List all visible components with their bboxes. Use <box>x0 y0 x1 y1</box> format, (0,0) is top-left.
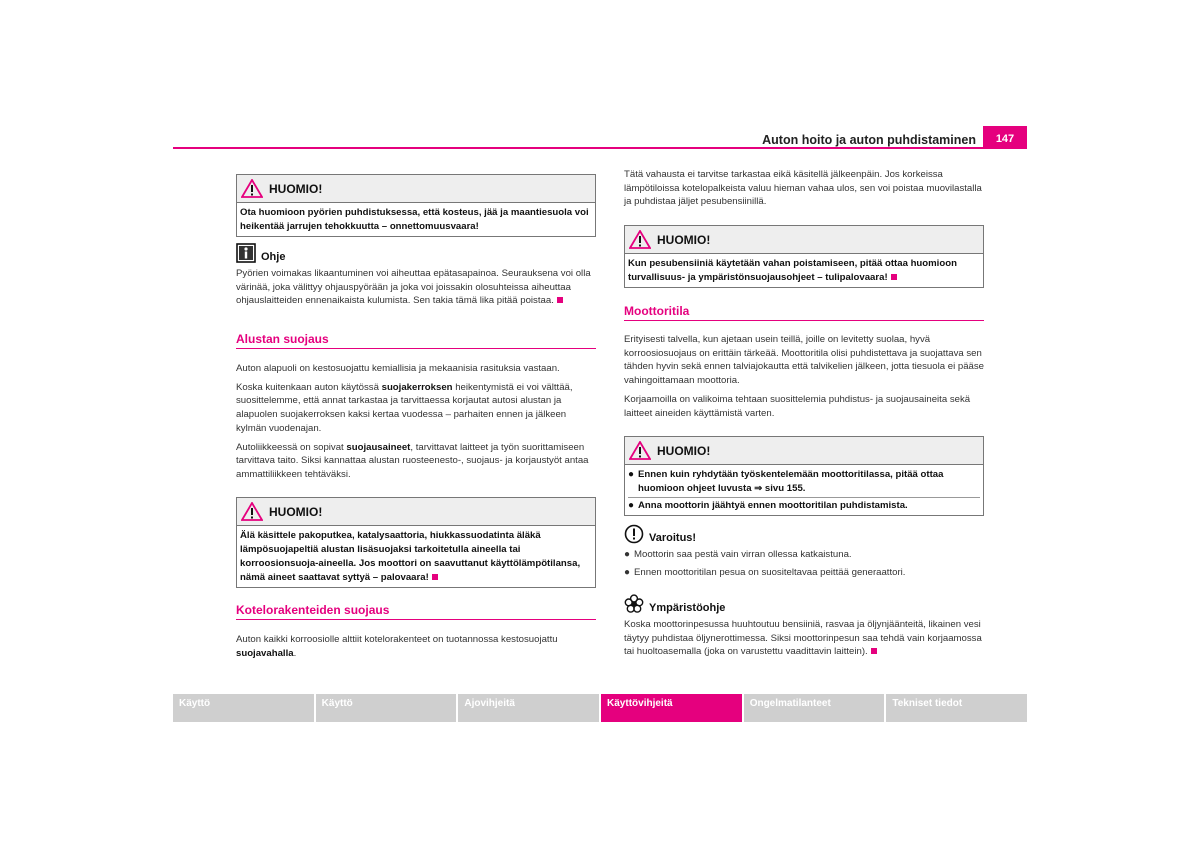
page-reference-link[interactable]: ⇒ sivu 155 <box>754 483 803 494</box>
bullet-icon: ● <box>624 566 631 578</box>
section-title-underbody: Alustan suojaus <box>236 332 596 349</box>
caution-title: Varoitus! <box>649 532 697 544</box>
end-marker <box>432 574 438 580</box>
nav-tab-tekniset-tiedot[interactable]: Tekniset tiedot <box>886 694 1027 722</box>
warning-triangle-icon <box>241 179 263 198</box>
warning-bullet: ● Anna moottorin jäähtyä ennen moottoritilan puhdistamista. <box>628 500 908 511</box>
chapter-nav <box>173 694 1027 722</box>
warning-header <box>237 498 595 526</box>
warning-title: HUOMIO! <box>657 232 711 247</box>
caution-header <box>624 524 696 544</box>
bullet-icon: ● <box>624 549 631 560</box>
warning-header <box>237 175 595 203</box>
warning-triangle-icon <box>629 441 651 460</box>
header-divider <box>173 147 1026 149</box>
section-title-cavities: Kotelorakenteiden suojaus <box>236 603 596 620</box>
warning-title: HUOMIO! <box>269 504 323 519</box>
flower-icon <box>624 594 644 614</box>
page-number: 147 <box>983 126 1027 149</box>
end-marker <box>891 274 897 280</box>
warning-header <box>625 437 983 465</box>
paragraph: Autoliikkeessä on sopivat suojausaineet, tarvittavat laitteet ja työn suorittamiseen tarvittava taito. Siksi kannattaa alustan ruosteenesto-, suojaus- ja korjaustyöt antaa ammattiliikkeen tehtäväksi. <box>236 441 589 480</box>
paragraph: Koska kuitenkaan auton käytössä suojakerroksen heikentymistä ei voi välttää, suosittelemme, että annat tarkastaa ja tarvittaessa korjautat autosi alustan ja alapuolen suojakerroksen kaksi kertaa vuodessa – parhaiten ennen ja jälkeen kylmän vuodenajan. <box>236 381 573 434</box>
warning-title: HUOMIO! <box>269 181 323 196</box>
chapter-title: Auton hoito ja auton puhdistaminen <box>762 133 976 147</box>
nav-tab-kayttovihjeita[interactable]: Käyttövihjeitä <box>601 694 742 722</box>
exclamation-circle-icon <box>624 524 644 544</box>
nav-tab-kaytto-1[interactable]: Käyttö <box>173 694 314 722</box>
bullet-icon: ● <box>628 500 635 511</box>
warning-box-wax <box>624 225 984 288</box>
warning-box-wheels <box>236 174 596 237</box>
warning-box-engine <box>624 436 984 516</box>
warning-text: Älä käsittele pakoputkea, katalysaattoria, hiukkassuodatinta äläkä lämpösuojapeltiä alustan lisäsuojaksi tarkoitetulla aineella tai korroosionsuoja-aineella. Jos moottori on saavuttanut käyttölämpötilansa, nämä aineet saattavat syttyä – palovaara! <box>240 530 581 583</box>
environment-text: Koska moottorinpesussa huuhtoutuu bensiiniä, rasvaa ja öljynjäänteitä, likainen vesi täytyy puhdistaa öljynerottimessa. Siksi moottorinpesun saa tehdä vain korjaamossa tai huoltoasemalla (joka on varustettu vaadittavin laittein). <box>624 619 982 658</box>
caution-bullet: ● Ennen moottoritilan pesua on suositeltavaa peittää generaattori. <box>624 566 906 578</box>
paragraph: Erityisesti talvella, kun ajetaan usein teillä, joille on levitetty suolaa, hyvä korroosiosuojaus on erittäin tärkeää. Moottoritila olisi puhdistettava ja suojattava sen tähden hyvin sekä ennen talviajokautta että talvikelien jälkeen, jotta tiesuola ei pääse vahingoittamaan moottoria. <box>624 334 985 387</box>
tip-title: Ohje <box>261 251 286 263</box>
paragraph: Auton alapuoli on kestosuojattu kemiallisia ja mekaanisia rasituksia vastaan. <box>236 363 560 374</box>
nav-tab-ajovihjeita[interactable]: Ajovihjeitä <box>458 694 599 722</box>
end-marker <box>871 648 877 654</box>
warning-bullet: ● Ennen kuin ryhdytään työskentelemään moottoritilassa, pitää ottaa huomioon ohjeet luvusta ⇒ sivu 155. <box>628 467 980 498</box>
paragraph: Korjaamoilla on valikoima tehtaan suosittelemia puhdistus- ja suojausaineita sekä laitteet aineiden käyttämistä varten. <box>624 393 971 419</box>
caution-bullet: ● Moottorin saa pestä vain virran ollessa katkaistuna. <box>624 549 852 560</box>
warning-box-underbody <box>236 497 596 588</box>
bullet-icon: ● <box>628 469 635 480</box>
paragraph: Auton kaikki korroosiolle alttiit kotelorakenteet on tuotannossa kestosuojattu suojavahalla. <box>236 634 558 659</box>
warning-triangle-icon <box>241 502 263 521</box>
nav-tab-ongelmatilanteet[interactable]: Ongelmatilanteet <box>744 694 885 722</box>
warning-text: Kun pesubensiiniä käytetään vahan poistamiseen, pitää ottaa huomioon turvallisuus- ja ympäristönsuojausohjeet – tulipalovaara! <box>628 258 957 283</box>
warning-triangle-icon <box>629 230 651 249</box>
end-marker <box>557 297 563 303</box>
paragraph: Tätä vahausta ei tarvitse tarkastaa eikä käsitellä jälkeenpäin. Jos korkeissa lämpötiloissa kotelopalkeista valuu hieman vahaa ulos, sen voi poistaa muovilastalla ja puhdistaa jäljet pesubensiinillä. <box>624 169 982 208</box>
warning-text: Ota huomioon pyörien puhdistuksessa, että kosteus, jää ja maantiesuola voi heikentää jarrujen tehokkuutta – onnettomuusvaara! <box>240 207 589 232</box>
section-title-engine-bay: Moottoritila <box>624 304 984 321</box>
environment-header <box>624 594 725 614</box>
tip-header <box>236 243 285 263</box>
nav-tab-kaytto-2[interactable]: Käyttö <box>316 694 457 722</box>
warning-title: HUOMIO! <box>657 443 711 458</box>
tip-text: Pyörien voimakas likaantuminen voi aiheuttaa epätasapainoa. Seurauksena voi olla värinää, joka välittyy ohjauspyörään ja joka voi joissakin olosuhteissa aiheuttaa ohjauslaitteiden ennenaikaista kulumista. Sen takia tämä lika pitää poistaa. <box>236 268 591 307</box>
info-icon <box>236 243 256 263</box>
warning-header <box>625 226 983 254</box>
environment-title: Ympäristöohje <box>649 602 726 614</box>
